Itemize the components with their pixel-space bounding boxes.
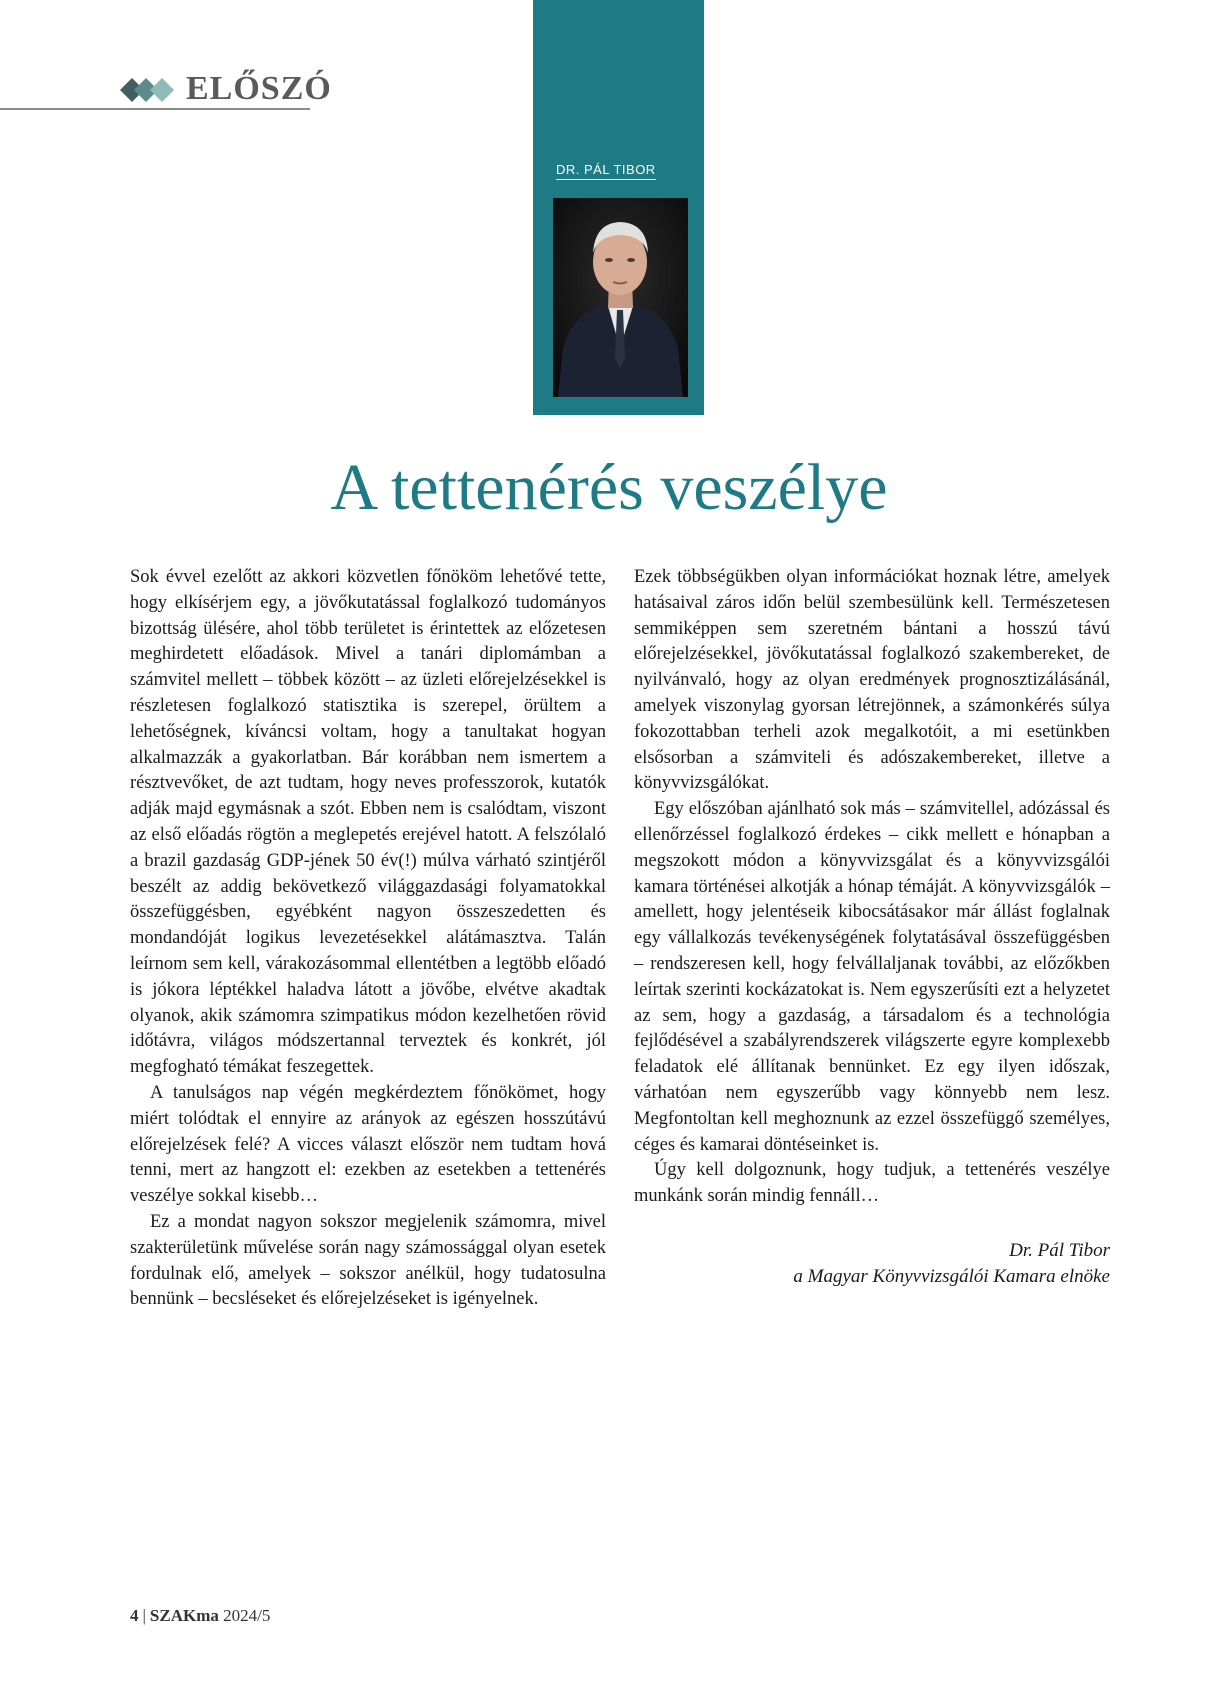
page-footer: [130, 1606, 270, 1626]
diamonds-icon: [120, 78, 176, 102]
signature-role: a Magyar Könyvvizsgálói Kamara elnöke: [793, 1265, 1110, 1287]
signature-name: Dr. Pál Tibor: [1009, 1239, 1110, 1261]
author-portrait: [553, 198, 688, 397]
signature: [634, 1238, 1110, 1290]
author-tag: DR. PÁL TIBOR: [556, 162, 656, 180]
article-title: A tettenérés veszélye: [330, 451, 888, 524]
footer-separator: |: [142, 1606, 146, 1625]
paragraph: Úgy kell dolgoznunk, hogy tudjuk, a tettenérés veszélye munkánk során mindig fennáll…: [634, 1160, 1110, 1207]
paragraph: Ez a mondat nagyon sokszor megjelenik számomra, mivel szakterületünk művelése során nagy számossággal olyan esetek fordulnak elő, amelyek – sokszor anélkül, hogy tudatosulna bennünk – becsléseket és előrejelzéseket is igényelnek.: [130, 1211, 606, 1310]
paragraph: A tanulságos nap végén megkérdeztem főnökömet, hogy miért tolódtak el ennyire az arányok az egészen hosszútávú előrejelzések felé? A vicces választ először nem tudtam hová tenni, mert az hangzott el: ezekben az esetekben a tettenérés veszélye sokkal kisebb…: [130, 1082, 606, 1207]
paragraph: Sok évvel ezelőtt az akkori közvetlen főnököm lehetővé tette, hogy elkísérjem egy, a jövőkutatással foglalkozó tudományos bizottság ülésére, ahol több területet is érintettek az előzetesen meghirdetett előadások. Mivel a tanári diplomámban a számvitel mellett – többek között – az üzleti előrejelzésekkel is részletesen foglalkozó statisztika is szerepel, örültem a lehetőségnek, kíváncsi voltam, hogy a tanultakat hogyan alkalmazzák a gyakorlatban. Bár korábban nem ismertem a résztvevőket, de azt tudtam, hogy neves professzorok, kutatók adják majd egymásnak a szót. Ebben nem is csalódtam, viszont az első előadás rögtön a meglepetés erejével hatott. A felszólaló a brazil gazdaság GDP-jének 50 év(!) múlva várható szintjéről beszélt az addig bekövetkező világgazdasági folyamatokkal összefüggésben, egyébként nagyon összeszedetten és mondandóját logikus levezetésekkel alátámasztva. Talán leírnom sem kell, várakozásommal ellentétben a legtöbb előadó is jókora léptékkel haladva látott a jövőbe, elvétve akadtak olyanok, akik számomra szimpatikus módon kezelhetően rövid időtávra, világos módszertannal terveztek és konkrét, jól megfogható témákat feszegettek.: [130, 567, 606, 1078]
page-number: 4: [130, 1606, 139, 1625]
issue-number: 2024/5: [223, 1606, 271, 1625]
magazine-name: SZAKma: [149, 1606, 219, 1625]
portrait-image: [553, 198, 688, 397]
section-label: ELŐSZÓ: [186, 70, 332, 107]
header-rule: [0, 108, 310, 110]
section-header: [0, 60, 332, 110]
article-column-right: [634, 565, 1110, 1290]
article-column-left: [130, 565, 606, 1313]
paragraph: Egy előszóban ajánlható sok más – számvitellel, adózással és ellenőrzéssel foglalkozó érdekes – cikk mellett e hónapban a megszokott módon a könyvvizsgálat és a könyvvizsgálói kamara történései alkotják a hónap témáját. A könyvvizsgálók – amellett, hogy jelentéseik kibocsátásakor már állást foglalnak egy vállalkozás tevékenységének folytatásával összefüggésben – rendszeresen kell, hogy felvállaljanak további, az előzőkben leírtak szerinti kockázatokat is. Nem egyszerűsíti ezt a helyzetet az sem, hogy a gazdaság, a társadalom és a technológia fejlődésével a szabályrendszerek világszerte egyre komplexebb feladatok elé állítanak bennünket. Ez egy ilyen időszak, várhatóan nem egyszerűbb vagy könnyebb nem lesz. Megfontoltan kell meghoznunk az ezzel összefüggő személyes, céges és kamarai döntéseinket is.: [634, 799, 1110, 1155]
paragraph: Ezek többségükben olyan információkat hoznak létre, amelyek hatásaival záros időn belül szembesülünk kell. Természetesen semmiképpen sem szeretném bántani a hosszú távú előrejelzésekkel, jövőkutatással foglalkozó szakembereket, de nyilvánvaló, hogy az olyan eredmények prognosztizálásánál, amelyek viszonylag gyorsan létrejönnek, a számonkérés súlya fokozottabban terheli azok megalkotóit, a mi esetünkben elsősorban a számviteli és adószakembereket, illetve a könyvvizsgálókat.: [634, 567, 1110, 794]
